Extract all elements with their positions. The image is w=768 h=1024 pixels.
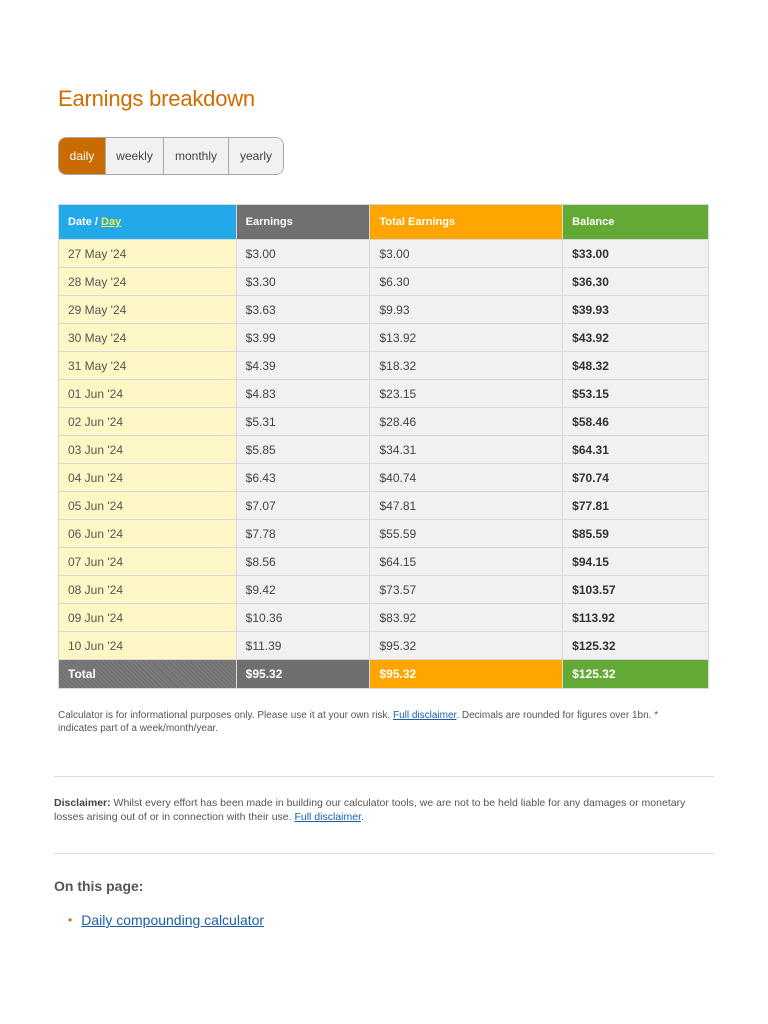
table-header-row xyxy=(59,205,709,240)
full-disclaimer-link[interactable]: Full disclaimer xyxy=(392,710,457,721)
cell-total-earnings: $6.30 xyxy=(370,268,563,296)
column-header-total-earnings: Total Earnings xyxy=(370,205,563,240)
divider xyxy=(54,853,714,854)
date-header-label: Date / xyxy=(68,216,102,228)
table-row xyxy=(59,436,709,464)
cell-total-earnings: $83.92 xyxy=(370,604,563,632)
tab-monthly[interactable]: monthly xyxy=(164,138,229,174)
cell-balance: $33.00 xyxy=(563,240,709,268)
cell-total-earnings: $64.15 xyxy=(370,548,563,576)
cell-date: 09 Jun '24 xyxy=(59,604,237,632)
cell-total-earnings: $47.81 xyxy=(370,492,563,520)
cell-balance: $64.31 xyxy=(563,436,709,464)
table-row xyxy=(59,548,709,576)
cell-total-earnings: $73.57 xyxy=(370,576,563,604)
disclaimer-text: Whilst every effort has been made in building our calculator tools, we are not to be held liable for any damages or monetary losses arising out of or in connection with their use. xyxy=(54,797,686,823)
toc-item xyxy=(68,912,264,928)
cell-balance: $58.46 xyxy=(563,408,709,436)
cell-total-earnings: $18.32 xyxy=(370,352,563,380)
cell-total-earnings: $28.46 xyxy=(370,408,563,436)
disclaimer-full-link[interactable]: Full disclaimer xyxy=(294,810,361,823)
table-row xyxy=(59,324,709,352)
cell-date: 29 May '24 xyxy=(59,296,237,324)
cell-balance: $70.74 xyxy=(563,464,709,492)
note-text: Calculator is for informational purposes only. Please use it at your own risk. xyxy=(58,710,393,721)
cell-earnings: $9.42 xyxy=(236,576,370,604)
cell-date: 05 Jun '24 xyxy=(59,492,237,520)
column-header-balance: Balance xyxy=(563,205,709,240)
info-note xyxy=(58,710,698,735)
cell-balance: $85.59 xyxy=(563,520,709,548)
disclaimer-label: Disclaimer: xyxy=(54,797,111,809)
cell-total-earnings: $3.00 xyxy=(370,240,563,268)
cell-date: 04 Jun '24 xyxy=(59,464,237,492)
total-balance: $125.32 xyxy=(563,660,709,689)
cell-date: 30 May '24 xyxy=(59,324,237,352)
cell-earnings: $7.07 xyxy=(236,492,370,520)
column-header-earnings: Earnings xyxy=(236,205,370,240)
cell-earnings: $10.36 xyxy=(236,604,370,632)
cell-balance: $77.81 xyxy=(563,492,709,520)
table-row xyxy=(59,520,709,548)
table-row xyxy=(59,352,709,380)
toc-link-daily-compounding[interactable]: Daily compounding calculator xyxy=(81,912,265,928)
cell-date: 07 Jun '24 xyxy=(59,548,237,576)
cell-total-earnings: $40.74 xyxy=(370,464,563,492)
total-earnings: $95.32 xyxy=(236,660,370,689)
cell-date: 10 Jun '24 xyxy=(59,632,237,660)
table-row xyxy=(59,408,709,436)
cell-balance: $48.32 xyxy=(563,352,709,380)
cell-date: 03 Jun '24 xyxy=(59,436,237,464)
table-row xyxy=(59,632,709,660)
cell-total-earnings: $34.31 xyxy=(370,436,563,464)
page-toc xyxy=(68,912,264,928)
cell-earnings: $6.43 xyxy=(236,464,370,492)
table-row xyxy=(59,240,709,268)
cell-earnings: $5.85 xyxy=(236,436,370,464)
cell-total-earnings: $13.92 xyxy=(370,324,563,352)
note-text-end: . Decimals are rounded for figures over 1bn. * indicates part of a week/month/year. xyxy=(58,710,659,734)
tab-weekly[interactable]: weekly xyxy=(106,138,164,174)
cell-balance: $36.30 xyxy=(563,268,709,296)
table-row xyxy=(59,604,709,632)
cell-date: 28 May '24 xyxy=(59,268,237,296)
disclaimer xyxy=(54,797,704,824)
divider xyxy=(54,776,714,777)
cell-date: 31 May '24 xyxy=(59,352,237,380)
table-row xyxy=(59,296,709,324)
cell-earnings: $7.78 xyxy=(236,520,370,548)
table-row xyxy=(59,268,709,296)
column-header-date xyxy=(59,205,237,240)
cell-total-earnings: $23.15 xyxy=(370,380,563,408)
table-row xyxy=(59,492,709,520)
table-body xyxy=(59,240,709,689)
disclaimer-end: . xyxy=(361,810,364,823)
cell-earnings: $3.00 xyxy=(236,240,370,268)
cell-date: 27 May '24 xyxy=(59,240,237,268)
table-total-row xyxy=(59,660,709,689)
cell-earnings: $3.99 xyxy=(236,324,370,352)
period-toggle xyxy=(58,137,284,175)
on-this-page-heading: On this page: xyxy=(54,878,144,894)
tab-yearly[interactable]: yearly xyxy=(229,138,283,174)
cell-earnings: $3.30 xyxy=(236,268,370,296)
cell-balance: $125.32 xyxy=(563,632,709,660)
cell-total-earnings: $9.93 xyxy=(370,296,563,324)
bullet-icon: • xyxy=(68,913,73,927)
cell-balance: $43.92 xyxy=(563,324,709,352)
total-total-earnings: $95.32 xyxy=(370,660,563,689)
cell-total-earnings: $95.32 xyxy=(370,632,563,660)
cell-earnings: $11.39 xyxy=(236,632,370,660)
cell-earnings: $4.83 xyxy=(236,380,370,408)
cell-date: 02 Jun '24 xyxy=(59,408,237,436)
total-label: Total xyxy=(59,660,237,689)
cell-earnings: $8.56 xyxy=(236,548,370,576)
cell-total-earnings: $55.59 xyxy=(370,520,563,548)
cell-date: 06 Jun '24 xyxy=(59,520,237,548)
cell-balance: $113.92 xyxy=(563,604,709,632)
cell-earnings: $4.39 xyxy=(236,352,370,380)
cell-balance: $53.15 xyxy=(563,380,709,408)
tab-daily[interactable]: daily xyxy=(59,138,106,174)
table-row xyxy=(59,576,709,604)
cell-balance: $39.93 xyxy=(563,296,709,324)
cell-date: 01 Jun '24 xyxy=(59,380,237,408)
cell-earnings: $3.63 xyxy=(236,296,370,324)
page-title: Earnings breakdown xyxy=(58,86,255,111)
cell-earnings: $5.31 xyxy=(236,408,370,436)
cell-balance: $94.15 xyxy=(563,548,709,576)
table-row xyxy=(59,380,709,408)
earnings-table xyxy=(58,204,709,689)
cell-date: 08 Jun '24 xyxy=(59,576,237,604)
table-row xyxy=(59,464,709,492)
cell-balance: $103.57 xyxy=(563,576,709,604)
day-sort-link[interactable]: Day xyxy=(101,216,122,228)
